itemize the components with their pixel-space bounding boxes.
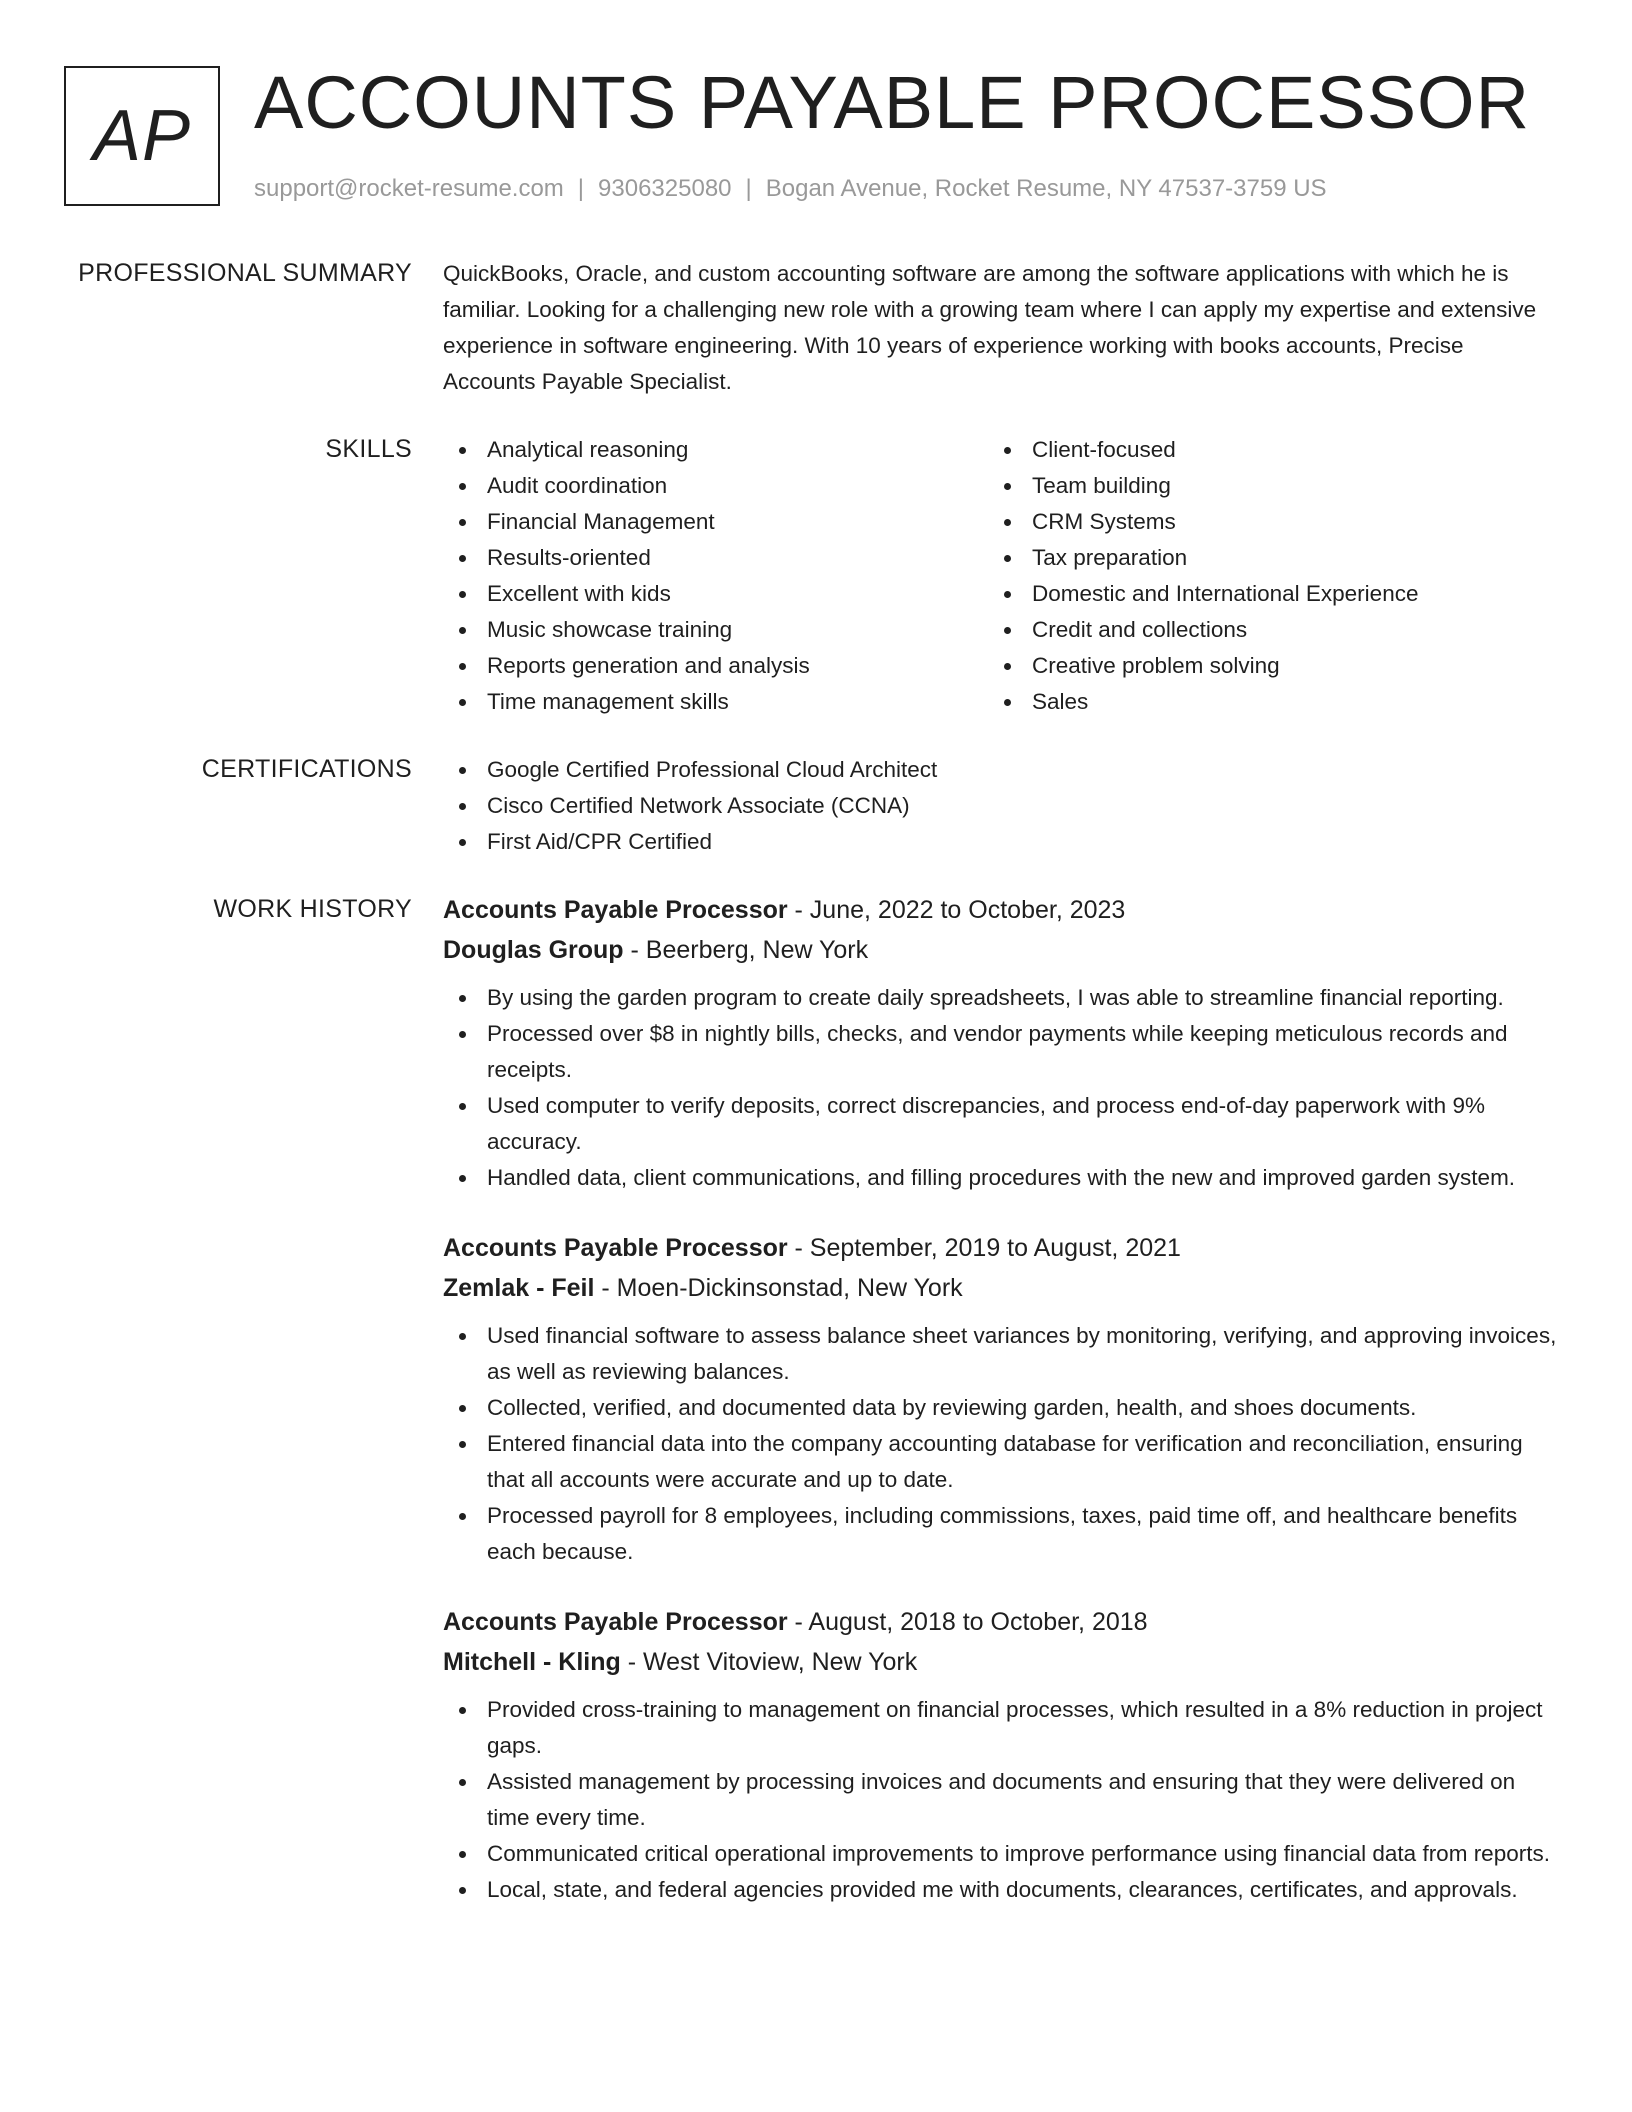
job-company: Douglas Group [443,936,624,964]
job-bullet: Used financial software to assess balance sheet variances by monitoring, verifying, and approving invoices, as well as reviewing balances. [443,1318,1561,1390]
job-bullet: Provided cross-training to management on financial processes, which resulted in a 8% reduction in project gaps. [443,1692,1561,1764]
certification-item: Cisco Certified Network Associate (CCNA) [443,788,1561,824]
contact-separator: | [745,175,752,202]
contact-separator: | [577,175,585,202]
job-bullet: Used computer to verify deposits, correct discrepancies, and process end-of-day paperwork with 9% accuracy. [443,1088,1561,1160]
job-company-line [443,930,1561,970]
contact-email[interactable]: support@rocket-resume.com [254,175,564,202]
work-history-heading: WORK HISTORY [213,895,412,923]
skill-item: Tax preparation [988,540,1533,576]
monogram-box [64,66,220,206]
certifications-section [443,752,1561,860]
job-bullet: Processed payroll for 8 employees, including commissions, taxes, paid time off, and healthcare benefits each because. [443,1498,1561,1570]
skill-item: Music showcase training [443,612,988,648]
skill-item: CRM Systems [988,504,1533,540]
job-company-line [443,1642,1561,1682]
skill-item: Time management skills [443,684,988,720]
skill-item: Reports generation and analysis [443,648,988,684]
contact-address: Bogan Avenue, Rocket Resume, NY 47537-3759 US [765,175,1327,202]
job-dates: - June, 2022 to October, 2023 [787,896,1126,924]
skill-item: Results-oriented [443,540,988,576]
job-title: Accounts Payable Processor [443,1234,788,1262]
job-bullet: By using the garden program to create daily spreadsheets, I was able to streamline financial reporting. [443,980,1561,1016]
summary-section [443,256,1561,400]
summary-text: QuickBooks, Oracle, and custom accounting software are among the software applications with which he is familiar. Looking for a challenging new role with a growing team where I can apply my expertise and extensive experience in software engineering. With 10 years of experience working with books accounts, Precise Accounts Payable Specialist. [443,261,1537,394]
job-bullets [443,980,1561,1196]
job-dates: - August, 2018 to October, 2018 [787,1608,1148,1636]
monogram-initials: AP [92,96,192,176]
skills-list-right [988,432,1533,720]
contact-phone[interactable]: 9306325080 [598,175,732,202]
skills-section [443,432,1561,720]
job-dates: - September, 2019 to August, 2021 [787,1234,1181,1262]
skill-item: Sales [988,684,1533,720]
job-entry [443,1602,1561,1908]
job-entry [443,890,1561,1196]
skill-item: Excellent with kids [443,576,988,612]
job-title-line [443,1602,1561,1642]
job-bullets [443,1692,1561,1908]
skills-heading: SKILLS [325,435,412,463]
job-bullet: Local, state, and federal agencies provided me with documents, clearances, certificates, and approvals. [443,1872,1561,1908]
skill-item: Creative problem solving [988,648,1533,684]
job-bullets [443,1318,1561,1570]
job-bullet: Collected, verified, and documented data by reviewing garden, health, and shoes documents. [443,1390,1561,1426]
skill-item: Domestic and International Experience [988,576,1533,612]
certifications-list [443,752,1561,860]
job-location: - Beerberg, New York [623,936,869,964]
job-title: Accounts Payable Processor [443,1608,788,1636]
certifications-heading: CERTIFICATIONS [201,755,412,783]
job-title-line [443,890,1561,930]
skill-item: Team building [988,468,1533,504]
job-bullet: Assisted management by processing invoices and documents and ensuring that they were delivered on time every time. [443,1764,1561,1836]
job-title: Accounts Payable Processor [443,896,788,924]
certification-item: First Aid/CPR Certified [443,824,1561,860]
summary-heading: PROFESSIONAL SUMMARY [78,259,412,287]
job-bullet: Handled data, client communications, and filling procedures with the new and improved garden system. [443,1160,1561,1196]
job-location: - Moen-Dickinsonstad, New York [594,1274,963,1302]
job-entry [443,1228,1561,1570]
job-bullet: Communicated critical operational improvements to improve performance using financial data from reports. [443,1836,1561,1872]
certification-item: Google Certified Professional Cloud Architect [443,752,1561,788]
contact-line [254,174,1327,204]
job-company: Mitchell - Kling [443,1648,621,1676]
work-history-section [443,890,1561,1940]
skills-list-left [443,432,988,720]
job-location: - West Vitoview, New York [620,1648,918,1676]
job-company-line [443,1268,1561,1308]
skill-item: Audit coordination [443,468,988,504]
skill-item: Financial Management [443,504,988,540]
job-company: Zemlak - Feil [443,1274,595,1302]
job-title-line [443,1228,1561,1268]
skill-item: Credit and collections [988,612,1533,648]
job-bullet: Entered financial data into the company accounting database for verification and reconciliation, ensuring that all accounts were accurate and up to date. [443,1426,1561,1498]
skill-item: Analytical reasoning [443,432,988,468]
resume-title: ACCOUNTS PAYABLE PROCESSOR [254,61,1531,144]
skill-item: Client-focused [988,432,1533,468]
job-bullet: Processed over $8 in nightly bills, checks, and vendor payments while keeping meticulous records and receipts. [443,1016,1561,1088]
